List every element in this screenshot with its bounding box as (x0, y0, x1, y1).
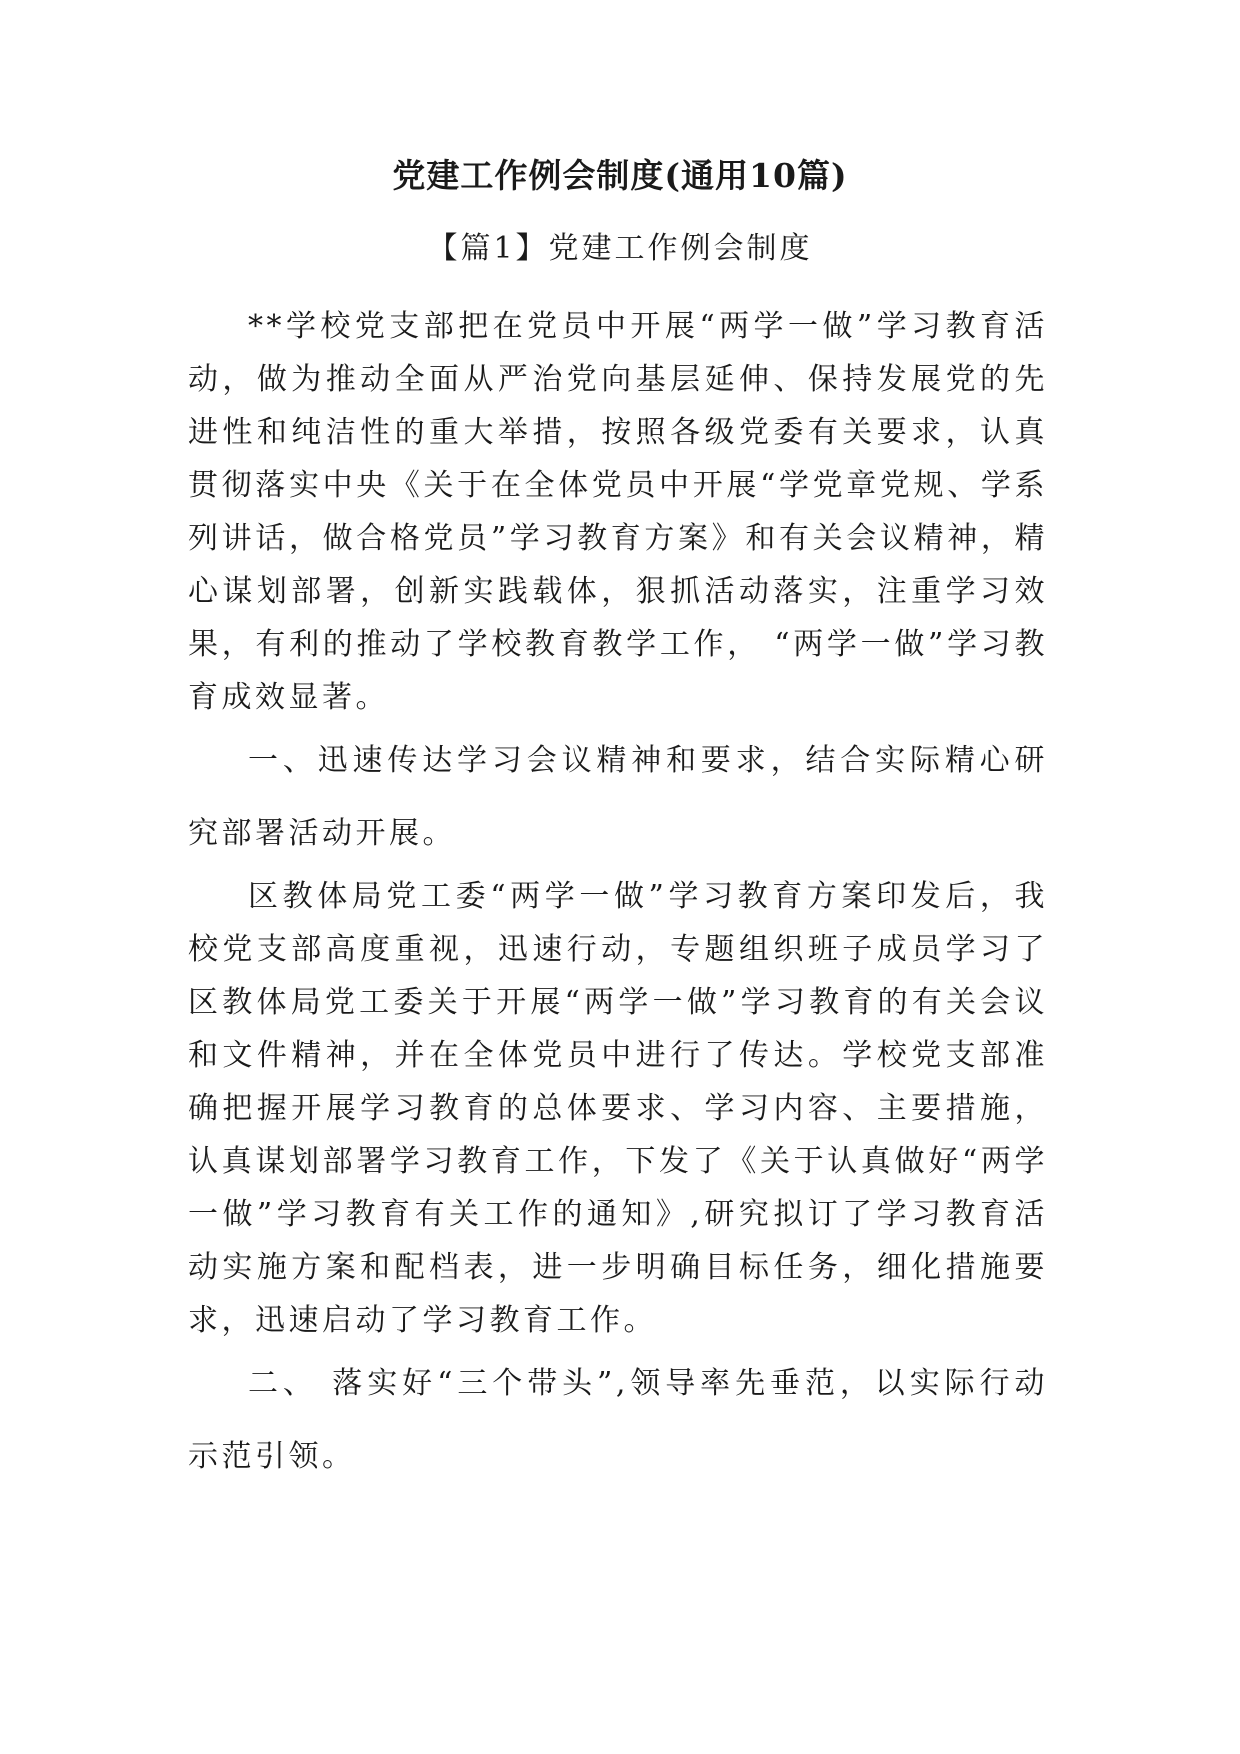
body-paragraph-section-1: 区教体局党工委“两学一做”学习教育方案印发后，我校党支部高度重视，迅速行动，专题组织班子成员学习了区教体局党工委关于开展“两学一做”学习教育的有关会议和文件精神，并在全体党员中进行了传达。学校党支部准确把握开展学习教育的总体要求、学习内容、主要措施，认真谋划部署学习教育工作，下发了《关于认真做好“两学一做”学习教育有关工作的通知》,研究拟订了学习教育活动实施方案和配档表，进一步明确目标任务，细化措施要求，迅速启动了学习教育工作。 (188, 879, 1048, 1338)
section-heading-1: 一、迅速传达学习会议精神和要求，结合实际精心研究部署活动开展。 (188, 743, 1048, 851)
document-body (188, 300, 1048, 1493)
body-paragraph-intro: **学校党支部把在党员中开展“两学一做”学习教育活动，做为推动全面从严治党向基层延伸、保持发展党的先进性和纯洁性的重大举措，按照各级党委有关要求，认真贯彻落实中央《关于在全体党员中开展“学党章党规、学系列讲话，做合格党员”学习教育方案》和有关会议精神，精心谋划部署，创新实践载体，狠抓活动落实，注重学习效果，有利的推动了学校教育教学工作， “两学一做”学习教育成效显著。 (188, 309, 1048, 715)
section-heading-2: 二、 落实好“三个带头”,领导率先垂范，以实际行动示范引领。 (188, 1366, 1048, 1474)
document-subtitle: 【篇1】党建工作例会制度 (427, 231, 813, 266)
document-title: 党建工作例会制度(通用10篇) (392, 156, 848, 195)
